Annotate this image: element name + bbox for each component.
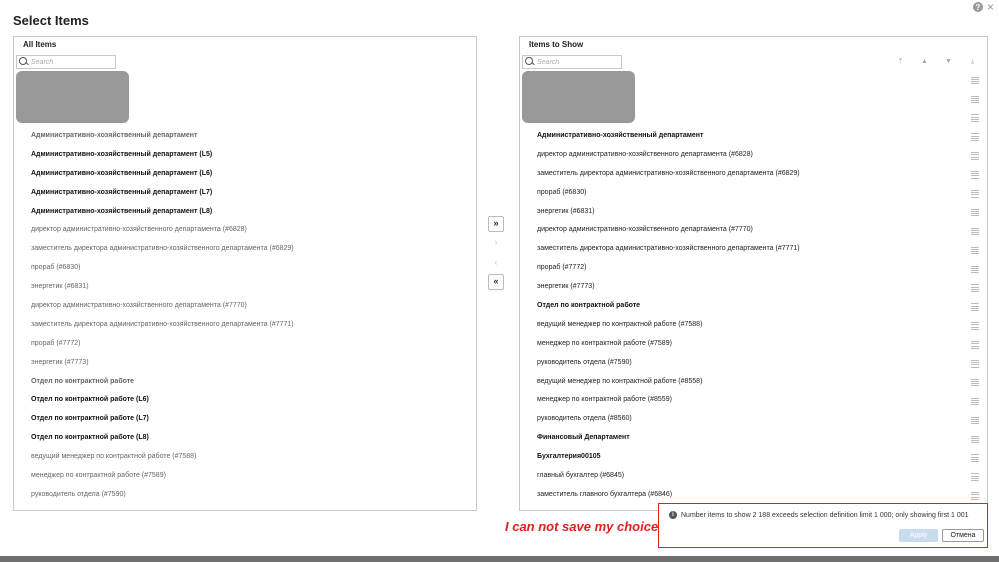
list-item[interactable]: Отдел по контрактной работе [31,377,135,385]
list-item[interactable]: Административно-хозяйственный департамент (L8) [31,207,213,215]
all-items-list [31,127,456,505]
list-item[interactable]: заместитель главного бухгалтера (#6846) [537,490,673,498]
list-item[interactable]: Административно-хозяйственный департамент [31,132,198,139]
list-item[interactable]: ведущий менеджер по контрактной работе (#7588) [537,320,703,328]
list-item[interactable]: Административно-хозяйственный департамент (L6) [31,169,213,177]
drag-handle-icon[interactable] [971,430,979,449]
list-item[interactable]: прораб (#7772) [31,339,81,347]
list-item[interactable]: энергетик (#7773) [31,358,89,366]
list-item[interactable]: менеджер по контрактной работе (#7589) [537,339,672,347]
move-to-bottom-icon[interactable]: ⤓ [970,58,975,65]
drag-handle-icon[interactable] [971,354,979,373]
drag-handle-icon[interactable] [971,165,979,184]
drag-handle-icon[interactable] [971,71,979,90]
drag-handle-icon[interactable] [971,90,979,109]
drag-handle-icon[interactable] [971,298,979,317]
redacted-image [16,71,129,123]
drag-handle-icon[interactable] [971,128,979,147]
remove-all-button[interactable]: « [488,274,504,290]
list-item[interactable]: руководитель отдела (#8560) [537,415,632,423]
list-item[interactable]: энергетик (#6831) [31,283,89,291]
drag-handle-icon[interactable] [971,335,979,354]
all-items-search[interactable] [16,55,116,69]
list-item[interactable]: прораб (#6830) [31,264,81,272]
list-item[interactable]: директор административно-хозяйственного департамента (#7770) [31,302,247,310]
remove-selected-button[interactable]: ‹ [488,255,504,271]
footer-notice-box [658,503,988,548]
list-item[interactable]: заместитель директора административно-хозяйственного департамента (#6829) [537,169,800,177]
list-item[interactable]: менеджер по контрактной работе (#7589) [31,472,166,480]
drag-handle-icon[interactable] [971,392,979,411]
drag-handle-icon[interactable] [971,317,979,336]
dialog-title: Select Items [13,13,89,28]
add-selected-button[interactable]: › [488,235,504,251]
move-to-top-icon[interactable]: ⤒ [898,58,903,65]
user-annotation: I can not save my choice [505,519,659,534]
all-items-search-input[interactable] [31,59,111,66]
list-item[interactable]: Финансовый Департамент [537,434,630,442]
drag-handle-icon[interactable] [971,411,979,430]
drag-handle-icon[interactable] [971,147,979,166]
limit-notice-text: Number items to show 2 188 exceeds selection definition limit 1 000; only showing first 1 001 [681,511,969,519]
list-item[interactable]: Отдел по контрактной работе [537,302,641,310]
drag-handle-icon[interactable] [971,109,979,128]
help-icon[interactable]: ? [973,2,983,12]
dialog-controls [973,2,994,12]
limit-notice [669,511,969,519]
all-items-header: All Items [23,40,57,49]
list-item[interactable]: прораб (#7772) [537,264,587,272]
items-to-show-search-input[interactable] [537,59,617,66]
list-item[interactable]: энергетик (#6831) [537,207,595,215]
redacted-image [522,71,635,123]
cancel-button[interactable]: Отмена [942,529,984,542]
drag-handle-icon[interactable] [971,373,979,392]
drag-handle-icon[interactable] [971,184,979,203]
search-icon [525,56,535,68]
list-item[interactable]: заместитель директора административно-хозяйственного департамента (#7771) [537,245,800,253]
items-to-show-header: Items to Show [529,40,584,49]
drag-handle-icon[interactable] [971,279,979,298]
drag-handle-icon[interactable] [971,468,979,487]
items-to-show-search[interactable] [522,55,622,69]
info-icon: i [669,511,677,519]
list-item[interactable]: Административно-хозяйственный департамент (L7) [31,188,213,196]
list-item[interactable]: менеджер по контрактной работе (#8559) [537,396,672,404]
apply-button[interactable]: Apply [899,529,938,542]
list-item[interactable]: Отдел по контрактной работе (L6) [31,396,149,404]
list-item[interactable]: ведущий менеджер по контрактной работе (#7588) [31,453,197,461]
list-item[interactable]: Административно-хозяйственный департамент [537,132,704,139]
list-item[interactable]: прораб (#6830) [537,188,587,196]
add-all-button[interactable]: » [488,216,504,232]
drag-handle-icon[interactable] [971,203,979,222]
drag-handle-icon[interactable] [971,241,979,260]
list-item[interactable]: директор административно-хозяйственного департамента (#6828) [537,150,753,158]
items-to-show-list [537,127,967,505]
drag-handle-icon[interactable] [971,260,979,279]
background-strip [0,556,999,562]
close-icon[interactable]: × [986,0,994,14]
list-item[interactable]: энергетик (#7773) [537,283,595,291]
drag-handle-icon[interactable] [971,222,979,241]
list-item[interactable]: руководитель отдела (#7590) [537,358,632,366]
list-item[interactable]: главный бухгалтер (#6845) [537,472,625,480]
list-item[interactable]: директор административно-хозяйственного департамента (#7770) [537,226,753,234]
list-item[interactable]: Отдел по контрактной работе (L8) [31,434,149,442]
list-item[interactable]: руководитель отдела (#7590) [31,490,126,498]
list-item[interactable]: Административно-хозяйственный департамент (L5) [31,150,213,158]
move-up-icon[interactable]: ▲ [921,58,928,65]
list-item[interactable]: Бухгалтерия00105 [537,453,601,461]
move-down-icon[interactable]: ▼ [945,58,952,65]
search-icon [19,56,29,68]
all-items-panel [13,36,477,511]
items-to-show-panel [519,36,988,511]
list-item[interactable]: заместитель директора административно-хозяйственного департамента (#6829) [31,245,294,253]
list-item[interactable]: директор административно-хозяйственного департамента (#6828) [31,226,247,234]
list-item[interactable]: заместитель директора административно-хозяйственного департамента (#7771) [31,320,294,328]
drag-handle-icon[interactable] [971,449,979,468]
list-item[interactable]: ведущий менеджер по контрактной работе (#8558) [537,377,703,385]
sort-controls [894,58,979,66]
list-item[interactable]: Отдел по контрактной работе (L7) [31,415,149,423]
drag-handles [971,71,981,505]
